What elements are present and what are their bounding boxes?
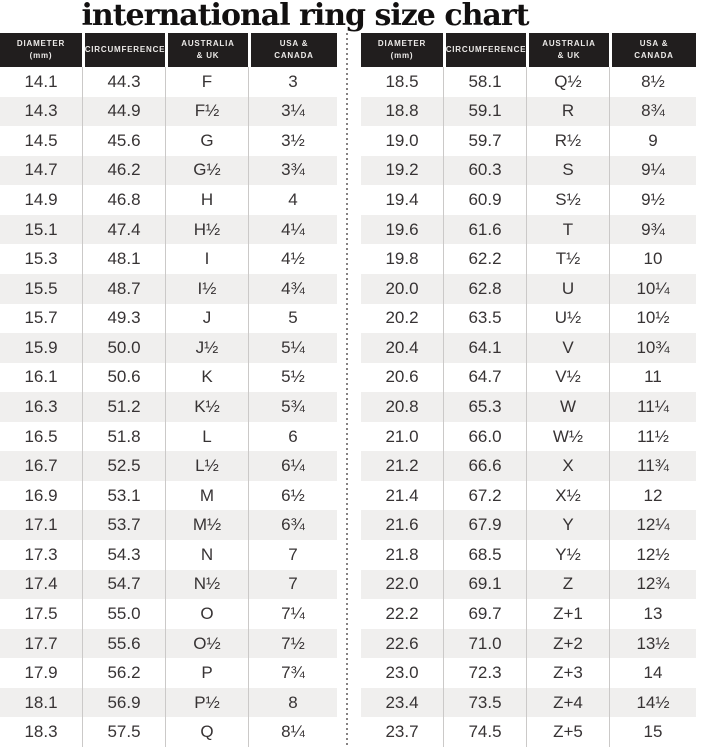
table-cell: 15 (643, 722, 663, 742)
table-cell: 56.2 (83, 658, 166, 688)
table-cell: 10¾ (636, 337, 670, 357)
table-cell: Z+1 (527, 599, 610, 629)
table-cell: 67.9 (444, 510, 527, 540)
table-cell: 60.9 (444, 185, 527, 215)
table-cell: 7¾ (281, 663, 305, 683)
table-cell: 62.8 (444, 274, 527, 304)
table-cell: 17.4 (0, 570, 83, 600)
table-cell: 5¼ (281, 337, 305, 357)
table-cell: 72.3 (444, 658, 527, 688)
table-cell: 3½ (281, 130, 305, 150)
table-cell: 21.2 (361, 451, 444, 481)
table-cell: 64.7 (444, 363, 527, 393)
table-cell: 71.0 (444, 629, 527, 659)
table-cell: K (166, 363, 249, 393)
table-cell: 19.8 (361, 244, 444, 274)
table-cell: 20.8 (361, 392, 444, 422)
table-cell: 48.1 (83, 244, 166, 274)
table-cell: 17.5 (0, 599, 83, 629)
table-cell: 16.7 (0, 451, 83, 481)
table-cell: 5½ (281, 367, 305, 387)
table-cell: 67.2 (444, 481, 527, 511)
table-cell: 21.6 (361, 510, 444, 540)
table-cell: 14.5 (0, 126, 83, 156)
table-cell: J½ (166, 333, 249, 363)
table-cell: 53.1 (83, 481, 166, 511)
table-row (361, 481, 696, 511)
table-cell: Y (527, 510, 610, 540)
column-header: USA & CANADA (251, 33, 337, 67)
table-cell: 6¼ (281, 456, 305, 476)
table-row (0, 333, 337, 363)
table-cell: 12¾ (636, 574, 670, 594)
table-row (361, 215, 696, 245)
dotted-divider (346, 33, 348, 747)
table-cell: 10 (643, 249, 663, 269)
table-cell: 18.5 (361, 67, 444, 97)
column-header: DIAMETER (mm) (361, 33, 443, 67)
table-cell: 16.1 (0, 363, 83, 393)
table-cell: S (527, 156, 610, 186)
table-row (0, 658, 337, 688)
column-header: AUSTRALIA & UK (168, 33, 248, 67)
table-row (0, 185, 337, 215)
table-cell: M½ (166, 510, 249, 540)
table-cell: W (527, 392, 610, 422)
table-cell: H (166, 185, 249, 215)
table-cell: 15.1 (0, 215, 83, 245)
table-cell: 5 (288, 308, 298, 328)
table-cell: 8 (288, 692, 298, 712)
table-cell: 53.7 (83, 510, 166, 540)
table-row (0, 422, 337, 452)
table-row (0, 274, 337, 304)
table-cell: 45.6 (83, 126, 166, 156)
table-cell: 62.2 (444, 244, 527, 274)
table-cell: 22.6 (361, 629, 444, 659)
table-cell: 9¼ (641, 160, 665, 180)
table-cell: 61.6 (444, 215, 527, 245)
page-title: international ring size chart (81, 0, 529, 33)
table-cell: 4 (288, 190, 298, 210)
table-cell: 59.7 (444, 126, 527, 156)
table-cell: 60.3 (444, 156, 527, 186)
table-cell: 5¾ (281, 396, 305, 416)
table-cell: 7½ (281, 633, 305, 653)
table-cell: 55.6 (83, 629, 166, 659)
table-cell: 21.8 (361, 540, 444, 570)
table-cell: N (166, 540, 249, 570)
table-cell: 11¼ (637, 396, 669, 416)
table-cell: L½ (166, 451, 249, 481)
table-left (0, 33, 337, 747)
table-cell: 7 (288, 544, 298, 564)
table-cell: 15.3 (0, 244, 83, 274)
table-row (0, 244, 337, 274)
table-cell: 6 (288, 426, 298, 446)
table-cell: U½ (527, 304, 610, 334)
table-cell: 9¾ (641, 219, 665, 239)
table-cell: Q (166, 717, 249, 747)
table-cell: 11¾ (637, 456, 669, 476)
table-cell: K½ (166, 392, 249, 422)
table-row (361, 451, 696, 481)
table-cell: N½ (166, 570, 249, 600)
table-cell: 23.4 (361, 688, 444, 718)
table-cell: 12¼ (636, 515, 670, 535)
table-row (361, 540, 696, 570)
table-cell: P½ (166, 688, 249, 718)
table-cell: 15.7 (0, 304, 83, 334)
table-right (361, 33, 696, 747)
table-cell: Q½ (527, 67, 610, 97)
table-cell: 14½ (636, 692, 670, 712)
table-cell: 17.9 (0, 658, 83, 688)
table-body (0, 67, 337, 747)
table-cell: 6½ (281, 485, 305, 505)
table-cell: 66.0 (444, 422, 527, 452)
table-header-row (361, 33, 696, 67)
table-cell: 15.9 (0, 333, 83, 363)
table-row (0, 156, 337, 186)
table-row (0, 540, 337, 570)
table-cell: 3¼ (281, 101, 305, 121)
table-cell: Z (527, 570, 610, 600)
table-cell: 16.5 (0, 422, 83, 452)
table-cell: F½ (166, 97, 249, 127)
table-row (361, 599, 696, 629)
table-cell: 9 (648, 130, 658, 150)
table-row (361, 126, 696, 156)
table-cell: F (166, 67, 249, 97)
table-cell: U (527, 274, 610, 304)
column-header: USA & CANADA (612, 33, 696, 67)
table-cell: 14.3 (0, 97, 83, 127)
table-cell: 17.7 (0, 629, 83, 659)
table-row (0, 97, 337, 127)
table-cell: G½ (166, 156, 249, 186)
table-cell: 13½ (636, 633, 670, 653)
table-cell: 51.2 (83, 392, 166, 422)
table-cell: V (527, 333, 610, 363)
table-cell: 3 (288, 71, 298, 91)
table-row (361, 304, 696, 334)
table-cell: 63.5 (444, 304, 527, 334)
table-row (361, 392, 696, 422)
table-row (0, 599, 337, 629)
table-cell: 69.7 (444, 599, 527, 629)
table-cell: 47.4 (83, 215, 166, 245)
table-cell: Z+3 (527, 658, 610, 688)
table-cell: 11½ (637, 426, 669, 446)
table-cell: T (527, 215, 610, 245)
table-row (361, 629, 696, 659)
table-cell: 22.2 (361, 599, 444, 629)
table-row (361, 688, 696, 718)
table-cell: J (166, 304, 249, 334)
tables-container (0, 33, 702, 747)
table-cell: 59.1 (444, 97, 527, 127)
table-cell: 6¾ (281, 515, 305, 535)
table-row (0, 717, 337, 747)
table-cell: 9½ (641, 190, 665, 210)
table-cell: R (527, 97, 610, 127)
table-cell: Z+5 (527, 717, 610, 747)
table-cell: 57.5 (83, 717, 166, 747)
table-cell: 65.3 (444, 392, 527, 422)
table-cell: S½ (527, 185, 610, 215)
table-row (361, 363, 696, 393)
table-row (361, 156, 696, 186)
table-cell: W½ (527, 422, 610, 452)
table-row (0, 304, 337, 334)
table-row (0, 510, 337, 540)
table-cell: O½ (166, 629, 249, 659)
table-cell: 15.5 (0, 274, 83, 304)
table-cell: 46.2 (83, 156, 166, 186)
table-cell: 49.3 (83, 304, 166, 334)
table-cell: 10½ (636, 308, 670, 328)
table-cell: 73.5 (444, 688, 527, 718)
table-cell: 4¾ (281, 278, 305, 298)
table-cell: 14.1 (0, 67, 83, 97)
table-cell: X½ (527, 481, 610, 511)
table-cell: 12 (643, 485, 663, 505)
table-row (361, 333, 696, 363)
table-cell: 44.9 (83, 97, 166, 127)
table-cell: 3¾ (281, 160, 305, 180)
table-cell: 14.9 (0, 185, 83, 215)
table-cell: 55.0 (83, 599, 166, 629)
table-cell: 4½ (281, 249, 305, 269)
table-cell: 50.0 (83, 333, 166, 363)
table-cell: 19.6 (361, 215, 444, 245)
table-cell: 4¼ (281, 219, 305, 239)
table-cell: V½ (527, 363, 610, 393)
table-cell: 10¼ (636, 278, 670, 298)
table-row (0, 451, 337, 481)
table-row (361, 570, 696, 600)
table-cell: 7¼ (281, 603, 305, 623)
table-row (0, 629, 337, 659)
table-cell: R½ (527, 126, 610, 156)
table-cell: 68.5 (444, 540, 527, 570)
table-cell: 7 (288, 574, 298, 594)
table-header-row (0, 33, 337, 67)
table-cell: M (166, 481, 249, 511)
table-cell: 17.1 (0, 510, 83, 540)
table-cell: H½ (166, 215, 249, 245)
table-cell: L (166, 422, 249, 452)
table-cell: T½ (527, 244, 610, 274)
table-cell: 14 (643, 663, 663, 683)
table-cell: 44.3 (83, 67, 166, 97)
column-header: CIRCUMFERENCE (446, 33, 526, 67)
table-cell: G (166, 126, 249, 156)
table-row (0, 67, 337, 97)
column-header: AUSTRALIA & UK (529, 33, 609, 67)
table-cell: 64.1 (444, 333, 527, 363)
table-row (361, 244, 696, 274)
table-row (361, 185, 696, 215)
table-row (361, 510, 696, 540)
table-body (361, 67, 696, 747)
table-cell: 20.4 (361, 333, 444, 363)
table-row (361, 274, 696, 304)
table-row (0, 392, 337, 422)
table-cell: 19.0 (361, 126, 444, 156)
table-row (0, 570, 337, 600)
table-cell: X (527, 451, 610, 481)
table-cell: 17.3 (0, 540, 83, 570)
table-cell: 13 (643, 603, 663, 623)
table-cell: 58.1 (444, 67, 527, 97)
table-row (361, 422, 696, 452)
table-cell: 18.8 (361, 97, 444, 127)
table-cell: 20.0 (361, 274, 444, 304)
table-cell: 14.7 (0, 156, 83, 186)
table-cell: 21.4 (361, 481, 444, 511)
table-cell: I (166, 244, 249, 274)
table-row (0, 126, 337, 156)
table-cell: P (166, 658, 249, 688)
table-cell: 52.5 (83, 451, 166, 481)
table-row (0, 688, 337, 718)
table-cell: 66.6 (444, 451, 527, 481)
table-cell: 54.7 (83, 570, 166, 600)
table-cell: 8½ (641, 71, 665, 91)
table-cell: 16.9 (0, 481, 83, 511)
table-row (0, 481, 337, 511)
table-cell: 11 (644, 367, 662, 387)
table-row (0, 215, 337, 245)
table-cell: 19.4 (361, 185, 444, 215)
table-cell: 23.7 (361, 717, 444, 747)
table-cell: 21.0 (361, 422, 444, 452)
table-cell: 74.5 (444, 717, 527, 747)
table-cell: 51.8 (83, 422, 166, 452)
table-cell: 46.8 (83, 185, 166, 215)
table-cell: 8¼ (281, 722, 305, 742)
table-cell: 18.1 (0, 688, 83, 718)
table-cell: 54.3 (83, 540, 166, 570)
table-cell: 23.0 (361, 658, 444, 688)
table-cell: 16.3 (0, 392, 83, 422)
table-cell: O (166, 599, 249, 629)
table-row (361, 717, 696, 747)
table-cell: Z+2 (527, 629, 610, 659)
table-cell: 69.1 (444, 570, 527, 600)
table-row (361, 658, 696, 688)
table-row (361, 67, 696, 97)
table-cell: 50.6 (83, 363, 166, 393)
table-cell: 19.2 (361, 156, 444, 186)
table-cell: Z+4 (527, 688, 610, 718)
table-cell: 12½ (636, 544, 670, 564)
table-cell: 48.7 (83, 274, 166, 304)
table-cell: 20.2 (361, 304, 444, 334)
table-row (361, 97, 696, 127)
table-cell: Y½ (527, 540, 610, 570)
table-cell: 56.9 (83, 688, 166, 718)
column-header: DIAMETER (mm) (0, 33, 82, 67)
table-cell: 22.0 (361, 570, 444, 600)
table-row (0, 363, 337, 393)
column-header: CIRCUMFERENCE (85, 33, 165, 67)
table-cell: 8¾ (641, 101, 665, 121)
table-cell: I½ (166, 274, 249, 304)
table-cell: 18.3 (0, 717, 83, 747)
table-cell: 20.6 (361, 363, 444, 393)
